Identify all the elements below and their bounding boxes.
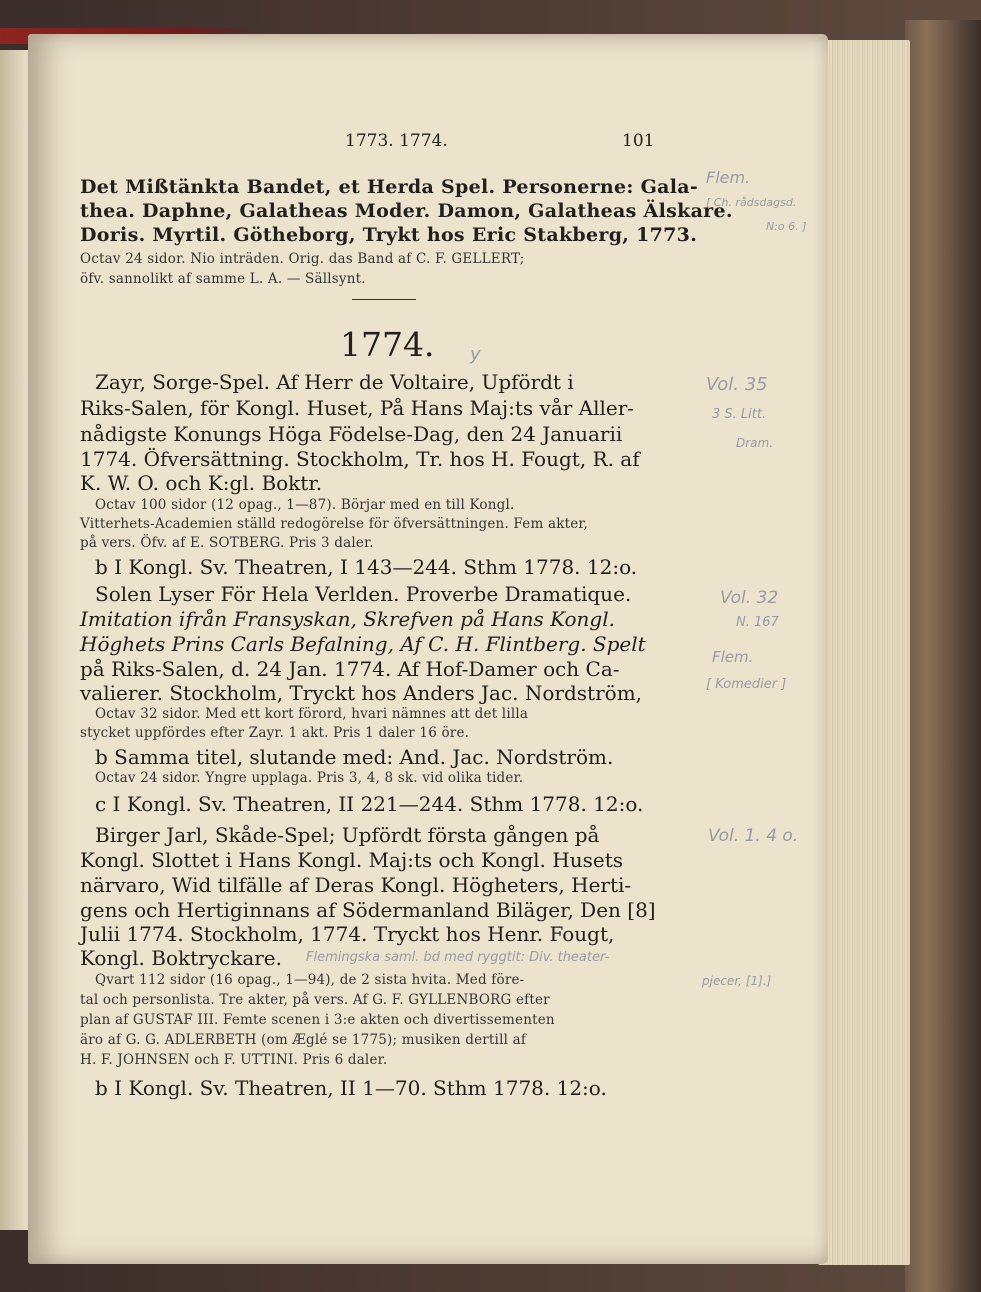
entry-line: Höghets Prins Carls Befalning, Af C. H. Flintberg. Spelt [80, 632, 646, 656]
entry-line: thea. Daphne, Galatheas Moder. Damon, Galatheas Älskare. [80, 200, 733, 222]
entry-note: stycket uppfördes efter Zayr. 1 akt. Pris 1 daler 16 öre. [80, 725, 470, 741]
entry-line: K. W. O. och K:gl. Boktr. [80, 471, 323, 495]
entry-line: Riks-Salen, för Kongl. Huset, På Hans Maj:ts vår Aller- [80, 396, 635, 420]
entry-line: Imitation ifrån Fransyskan, Skrefven på Hans Kongl. [80, 607, 615, 631]
entry-note: Qvart 112 sidor (16 opag., 1—94), de 2 sista hvita. Med före- [95, 972, 525, 988]
entry-line: valierer. Stockholm, Tryckt hos Anders Jac. Nordström, [80, 681, 643, 705]
entry-note: Octav 24 sidor. Yngre upplaga. Pris 3, 4, 8 sk. vid olika tider. [95, 770, 524, 786]
page-number: 101 [622, 131, 655, 151]
entry-line: c I Kongl. Sv. Theatren, II 221—244. Sthm 1778. 12:o. [95, 792, 644, 816]
entry-line: nådigste Konungs Höga Födelse-Dag, den 24 Januarii [80, 422, 623, 446]
entry-line: b I Kongl. Sv. Theatren, II 1—70. Sthm 1778. 12:o. [95, 1076, 607, 1100]
entry-line: Birger Jarl, Skåde-Spel; Upfördt första gången på [95, 823, 600, 847]
handwritten-note: Vol. 1. 4 o. [708, 826, 799, 846]
entry-line: Julii 1774. Stockholm, 1774. Tryckt hos Henr. Fougt, [80, 922, 615, 946]
handwritten-note: Flemingska saml. bd med ryggtit: Div. theater- [306, 950, 610, 965]
entry-line: på Riks-Salen, d. 24 Jan. 1774. Af Hof-Damer och Ca- [80, 657, 620, 681]
entry-note: Vitterhets-Academien ställd redogörelse för öfversättningen. Fem akter, [80, 516, 589, 532]
entry-note: äro af G. G. ADLERBETH (om Æglé se 1775); musiken dertill af [80, 1032, 527, 1048]
entry-note: H. F. JOHNSEN och F. UTTINI. Pris 6 daler. [80, 1052, 388, 1068]
handwritten-note: 3 S. Litt. [712, 407, 767, 422]
entry-line: Zayr, Sorge-Spel. Af Herr de Voltaire, Upfördt i [95, 370, 574, 394]
handwritten-note: Vol. 35 [706, 374, 768, 395]
entry-line: b I Kongl. Sv. Theatren, I 143—244. Sthm 1778. 12:o. [95, 555, 638, 579]
entry-note: Octav 32 sidor. Med ett kort förord, hvari nämnes att det lilla [95, 706, 529, 722]
entry-line: 1774. Öfversättning. Stockholm, Tr. hos H. Fougt, R. af [80, 447, 640, 471]
entry-note: Octav 24 sidor. Nio inträden. Orig. das Band af C. F. GELLERT; [80, 251, 525, 267]
handwritten-note: [ Ch. rådsdagsd. [706, 196, 797, 209]
handwritten-note: Flem. [706, 168, 751, 187]
entry-line: b Samma titel, slutande med: And. Jac. Nordström. [95, 745, 614, 769]
entry-note: Octav 100 sidor (12 opag., 1—87). Börjar med en till Kongl. [95, 497, 515, 513]
entry-note: öfv. sannolikt af samme L. A. — Sällsynt. [80, 271, 366, 287]
entry-note: plan af GUSTAF III. Femte scenen i 3:e akten och divertissementen [80, 1012, 555, 1028]
year-heading: 1774. [340, 325, 435, 364]
entry-note: på vers. Öfv. af E. SOTBERG. Pris 3 daler. [80, 535, 374, 551]
handwritten-note: N:o 6. ] [766, 220, 807, 233]
entry-line: gens och Hertiginnans af Södermanland Biläger, Den [8] [80, 898, 656, 922]
right-binding [905, 20, 981, 1292]
entry-line: Doris. Myrtil. Götheborg, Trykt hos Eric Stakberg, 1773. [80, 224, 698, 246]
handwritten-note: Vol. 32 [720, 588, 779, 608]
handwritten-note: [ Komedier ] [706, 677, 787, 692]
entry-note: tal och personlista. Tre akter, på vers. Af G. F. GYLLENBORG efter [80, 992, 550, 1008]
entry-line: närvaro, Wid tilfälle af Deras Kongl. Högheters, Herti- [80, 873, 632, 897]
section-divider [352, 299, 416, 300]
entry-line: Kongl. Slottet i Hans Kongl. Maj:ts och Kongl. Husets [80, 848, 623, 872]
handwritten-note: N. 167 [736, 615, 779, 630]
page-edges [818, 40, 910, 1265]
handwritten-note: Flem. [712, 648, 754, 666]
handwritten-note: pjecer, [1].] [702, 974, 772, 988]
page-header-years: 1773. 1774. [345, 131, 448, 151]
entry-line: Det Mißtänkta Bandet, et Herda Spel. Personerne: Gala- [80, 176, 699, 198]
handwritten-note: Dram. [736, 436, 774, 450]
entry-line: Solen Lyser För Hela Verlden. Proverbe Dramatique. [95, 582, 632, 606]
entry-line: Kongl. Boktryckare. [80, 946, 282, 970]
handwritten-note: y [470, 344, 481, 365]
